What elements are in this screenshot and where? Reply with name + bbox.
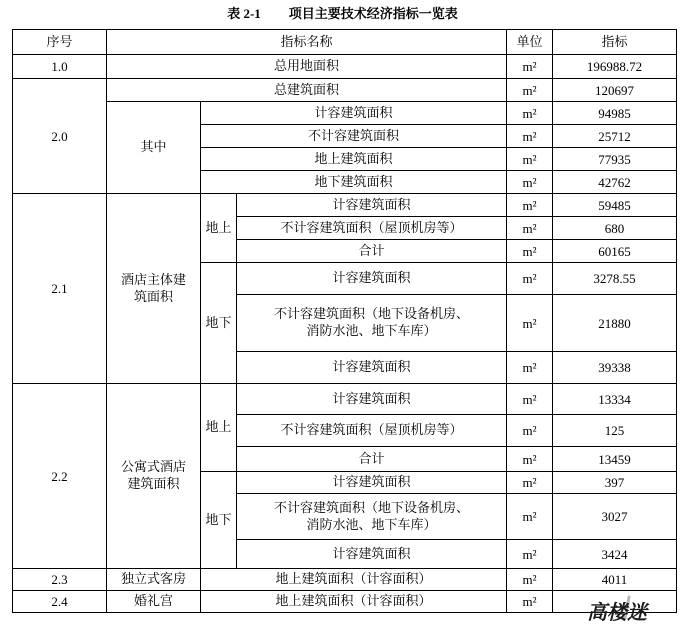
- name-cell: 不计容建筑面积: [201, 125, 507, 148]
- unit-cell: m²: [507, 171, 553, 194]
- name-cell: 计容建筑面积: [237, 352, 507, 384]
- group-cell: 其中: [107, 102, 201, 194]
- name-line2: 消防水池、地下车库）: [306, 324, 437, 339]
- table-row: [13, 79, 677, 102]
- name-cell: 总用地面积: [107, 55, 507, 79]
- value-cell: 196988.72: [553, 55, 677, 79]
- table-title-text: 项目主要技术经济指标一览表: [288, 7, 458, 22]
- seq-cell: 2.3: [13, 569, 107, 591]
- unit-cell: m²: [507, 217, 553, 240]
- value-cell: 42762: [553, 171, 677, 194]
- name-cell: 计容建筑面积: [237, 540, 507, 569]
- value-cell: 39338: [553, 352, 677, 384]
- value-cell: 125: [553, 415, 677, 447]
- unit-cell: m²: [507, 102, 553, 125]
- below-ground-cell: 地下: [201, 263, 237, 384]
- name-cell: [237, 494, 507, 540]
- unit-cell: m²: [507, 125, 553, 148]
- above-ground-cell: 地上: [201, 384, 237, 472]
- unit-cell: m²: [507, 384, 553, 415]
- unit-cell: m²: [507, 447, 553, 472]
- unit-cell: m²: [507, 55, 553, 79]
- name-cell: 计容建筑面积: [237, 384, 507, 415]
- unit-cell: m²: [507, 494, 553, 540]
- value-cell: 21880: [553, 295, 677, 352]
- name-cell: 总建筑面积: [107, 79, 507, 102]
- watermark-logo: [585, 594, 675, 624]
- above-ground-cell: 地上: [201, 194, 237, 263]
- table-row: [13, 384, 677, 415]
- unit-cell: m²: [507, 194, 553, 217]
- seq-cell: 1.0: [13, 55, 107, 79]
- value-cell: 120697: [553, 79, 677, 102]
- seq-cell: 2.0: [13, 79, 107, 194]
- name-cell: 合计: [237, 240, 507, 263]
- name-line2: 消防水池、地下车库）: [306, 517, 437, 533]
- group-label-line1: 公寓式酒店: [120, 460, 186, 475]
- group-label-line1: 酒店主体建: [120, 272, 186, 288]
- name-cell: 地上建筑面积: [201, 148, 507, 171]
- below-ground-cell: 地下: [201, 472, 237, 569]
- header-name: 指标名称: [107, 30, 507, 55]
- value-cell: 680: [553, 217, 677, 240]
- value-cell: 397: [553, 472, 677, 494]
- name-cell: 地上建筑面积（计容面积）: [201, 569, 507, 591]
- value-cell: 94985: [553, 102, 677, 125]
- indicator-table: [12, 29, 677, 613]
- value-cell: 3027: [553, 494, 677, 540]
- table-row: [13, 569, 677, 591]
- value-cell: 25712: [553, 125, 677, 148]
- unit-cell: m²: [507, 240, 553, 263]
- name-cell: 计容建筑面积: [237, 263, 507, 295]
- unit-cell: m²: [507, 79, 553, 102]
- unit-cell: m²: [507, 472, 553, 494]
- name-cell: 计容建筑面积: [237, 472, 507, 494]
- name-cell: [237, 295, 507, 352]
- header-seq: 序号: [13, 30, 107, 55]
- name-line1: 不计容建筑面积（地下设备机房、: [273, 307, 469, 322]
- unit-cell: m²: [507, 263, 553, 295]
- unit-cell: m²: [507, 591, 553, 613]
- header-unit: 单位: [507, 30, 553, 55]
- table-row: [13, 55, 677, 79]
- group-label-line2: 建筑面积: [127, 477, 180, 492]
- header-row: [13, 30, 677, 55]
- unit-cell: m²: [507, 295, 553, 352]
- value-cell: 4011: [553, 569, 677, 591]
- unit-cell: m²: [507, 569, 553, 591]
- unit-cell: m²: [507, 352, 553, 384]
- group-cell: 独立式客房: [107, 569, 201, 591]
- name-cell: 计容建筑面积: [237, 194, 507, 217]
- table-number: 表 2-1: [227, 6, 261, 21]
- name-cell: 合计: [237, 447, 507, 472]
- header-value: 指标: [553, 30, 677, 55]
- group-cell: 婚礼宫: [107, 591, 201, 613]
- value-cell: 13334: [553, 384, 677, 415]
- name-cell: 计容建筑面积: [201, 102, 507, 125]
- group-cell: [107, 384, 201, 569]
- table-row: [13, 591, 677, 613]
- name-cell: 不计容建筑面积（屋顶机房等）: [237, 217, 507, 240]
- seq-cell: 2.1: [13, 194, 107, 384]
- value-cell: 3424: [553, 540, 677, 569]
- unit-cell: m²: [507, 415, 553, 447]
- value-cell: 77935: [553, 148, 677, 171]
- value-cell: 13459: [553, 447, 677, 472]
- name-cell: 地上建筑面积（计容面积）: [201, 591, 507, 613]
- watermark-text: 高楼迷: [587, 600, 647, 624]
- value-cell: 60165: [553, 240, 677, 263]
- name-cell: 地下建筑面积: [201, 171, 507, 194]
- unit-cell: m²: [507, 540, 553, 569]
- unit-cell: m²: [507, 148, 553, 171]
- group-label-line2: 筑面积: [133, 289, 173, 305]
- name-line1: 不计容建筑面积（地下设备机房、: [273, 500, 469, 516]
- name-cell: 不计容建筑面积（屋顶机房等）: [237, 415, 507, 447]
- table-row: [13, 102, 677, 125]
- table-title: [0, 2, 685, 26]
- table-row: [13, 194, 677, 217]
- group-cell: [107, 194, 201, 384]
- value-cell: 3278.55: [553, 263, 677, 295]
- value-cell: 59485: [553, 194, 677, 217]
- seq-cell: 2.4: [13, 591, 107, 613]
- seq-cell: 2.2: [13, 384, 107, 569]
